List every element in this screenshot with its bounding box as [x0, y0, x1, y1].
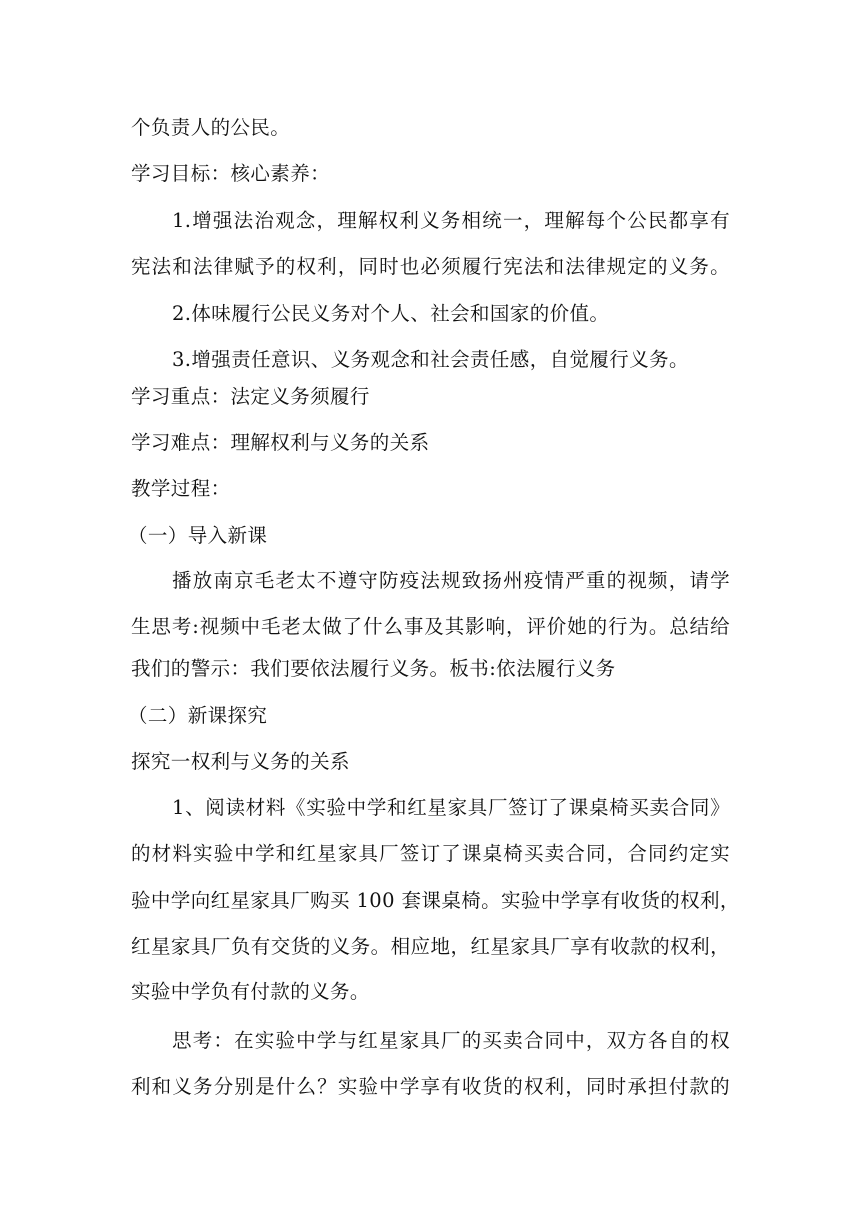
- text-line: 利和义务分别是什么？实验中学享有收货的权利，同时承担付款的: [131, 1075, 730, 1098]
- text-line: 教学过程：: [131, 477, 231, 500]
- text-line: 学习难点：理解权利与义务的关系: [131, 431, 430, 454]
- text-line: 实验中学负有付款的义务。: [131, 980, 370, 1003]
- text-line: 探究一权利与义务的关系: [131, 750, 350, 773]
- text-line: 的材料实验中学和红星家具厂签订了课桌椅买卖合同，合同约定实: [131, 842, 730, 865]
- text-line: 验中学向红星家具厂购买 100 套课桌椅。实验中学享有收货的权利，: [131, 889, 740, 912]
- text-line: 个负责人的公民。: [131, 116, 291, 139]
- text-line: 2.体味履行公民义务对个人、社会和国家的价值。: [172, 302, 610, 325]
- text-line: 学习目标：核心素养：: [131, 162, 331, 185]
- text-line: （一）导入新课: [128, 524, 268, 547]
- text-line: 我们的警示：我们要依法履行义务。板书:依法履行义务: [131, 657, 616, 680]
- text-line: （二）新课探究: [128, 704, 268, 727]
- text-line: 思考：在实验中学与红星家具厂的买卖合同中，双方各自的权: [172, 1029, 730, 1052]
- text-line: 宪法和法律赋予的权利，同时也必须履行宪法和法律规定的义务。: [131, 255, 730, 278]
- text-line: 播放南京毛老太不遵守防疫法规致扬州疫情严重的视频，请学: [172, 569, 730, 592]
- text-line: 生思考:视频中毛老太做了什么事及其影响，评价她的行为。总结给: [131, 615, 730, 638]
- text-line: 1、阅读材料《实验中学和红星家具厂签订了课桌椅买卖合同》: [172, 796, 730, 819]
- text-line: 1.增强法治观念，理解权利义务相统一，理解每个公民都享有: [172, 209, 730, 232]
- text-line: 学习重点：法定义务须履行: [131, 385, 370, 408]
- text-line: 3.增强责任意识、义务观念和社会责任感，自觉履行义务。: [172, 348, 689, 371]
- text-line: 红星家具厂负有交货的义务。相应地，红星家具厂享有收款的权利，: [131, 935, 730, 958]
